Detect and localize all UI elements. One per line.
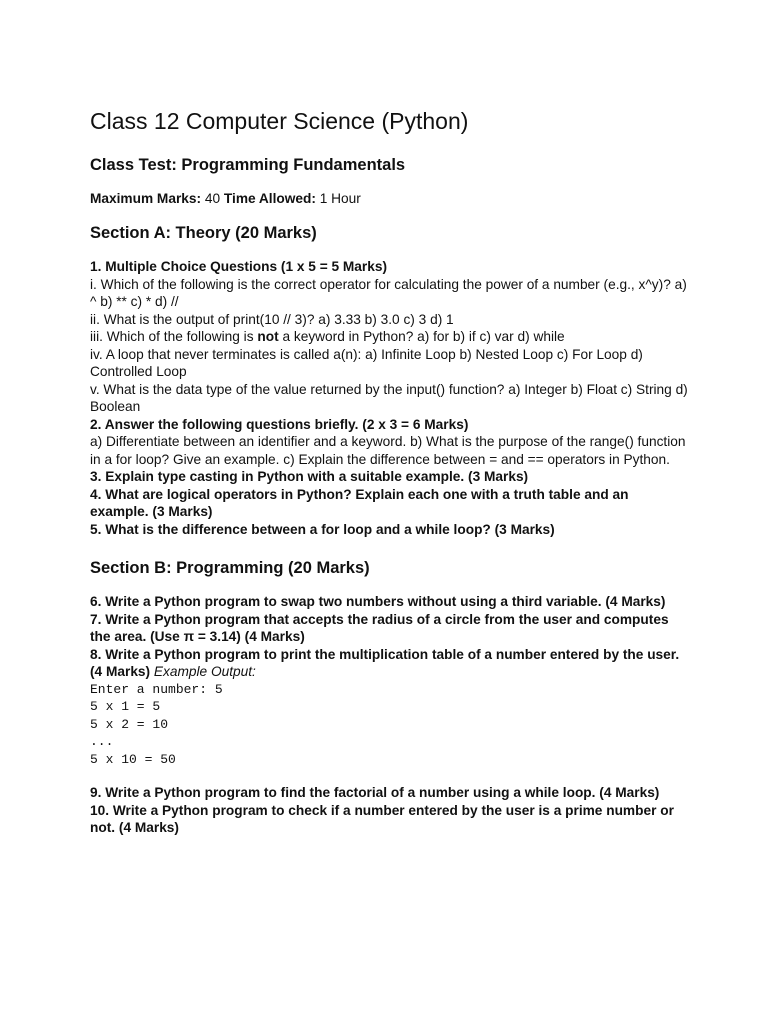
question-1-title: 1. Multiple Choice Questions (1 x 5 = 5 Marks) <box>90 259 388 274</box>
section-b-heading: Section B: Programming (20 Marks) <box>90 559 370 577</box>
question-10: 10. Write a Python program to check if a number entered by the user is a prime number or not. (4 Marks) <box>90 802 674 835</box>
question-1-iii-pre: iii. Which of the following is <box>90 329 258 344</box>
section-a-body <box>90 258 690 538</box>
question-6: 6. Write a Python program to swap two numbers without using a third variable. (4 Marks) <box>90 594 666 609</box>
question-1-i: i. Which of the following is the correct operator for calculating the power of a number (e.g., x^y)? a) ^ b) ** c) * d) // <box>90 276 687 309</box>
question-3: 3. Explain type casting in Python with a suitable example. (3 Marks) <box>90 469 529 484</box>
example-output-line: 5 x 10 = 50 <box>90 751 176 767</box>
question-1-iii <box>90 328 690 346</box>
section-b-body-continued <box>90 784 690 837</box>
max-marks-value: 40 <box>201 191 224 206</box>
question-5: 5. What is the difference between a for loop and a while loop? (3 Marks) <box>90 521 555 537</box>
example-output-line: ... <box>90 734 114 749</box>
question-1-v: v. What is the data type of the value returned by the input() function? a) Integer b) Float c) String d) Boolean <box>90 381 688 414</box>
section-b-body <box>90 593 690 681</box>
question-2-title: 2. Answer the following questions briefly. (2 x 3 = 6 Marks) <box>90 416 469 432</box>
section-a-heading: Section A: Theory (20 Marks) <box>90 224 317 242</box>
time-allowed-value: 1 Hour <box>315 191 361 206</box>
question-1-iv: iv. A loop that never terminates is called a(n): a) Infinite Loop b) Nested Loop c) For Loop d) Controlled Loop <box>90 346 643 379</box>
question-2-body: a) Differentiate between an identifier and a keyword. b) What is the purpose of the range() function in a for loop? Give an example. c) Explain the difference between = and == operators in Python. <box>90 434 686 467</box>
example-output-block <box>90 681 690 769</box>
example-output-line: Enter a number: 5 <box>90 681 223 697</box>
question-1-ii: ii. What is the output of print(10 // 3)? a) 3.33 b) 3.0 c) 3 d) 1 <box>90 311 454 327</box>
max-marks-label: Maximum Marks: <box>90 191 202 206</box>
document-title: Class 12 Computer Science (Python) <box>90 108 469 134</box>
document-subtitle: Class Test: Programming Fundamentals <box>90 156 406 174</box>
time-allowed-label: Time Allowed: <box>223 191 316 206</box>
question-1-iii-post: a keyword in Python? a) for b) if c) var d) while <box>278 329 565 344</box>
exam-meta <box>90 190 690 208</box>
question-8 <box>90 646 690 681</box>
question-8-text: 8. Write a Python program to print the multiplication table of a number entered by the user. (4 Marks) <box>90 646 680 679</box>
document-page <box>90 106 690 837</box>
question-4: 4. What are logical operators in Python? Explain each one with a truth table and an example. (3 Marks) <box>90 486 629 519</box>
example-output-line: 5 x 1 = 5 <box>90 699 161 714</box>
question-7: 7. Write a Python program that accepts the radius of a circle from the user and computes the area. (Use π = 3.14) (4 Marks) <box>90 611 669 644</box>
question-8-example-label: Example Output: <box>150 664 256 679</box>
question-9: 9. Write a Python program to find the factorial of a number using a while loop. (4 Marks) <box>90 785 660 800</box>
example-output-line: 5 x 2 = 10 <box>90 716 169 732</box>
question-1-iii-emphasis: not <box>257 329 279 344</box>
